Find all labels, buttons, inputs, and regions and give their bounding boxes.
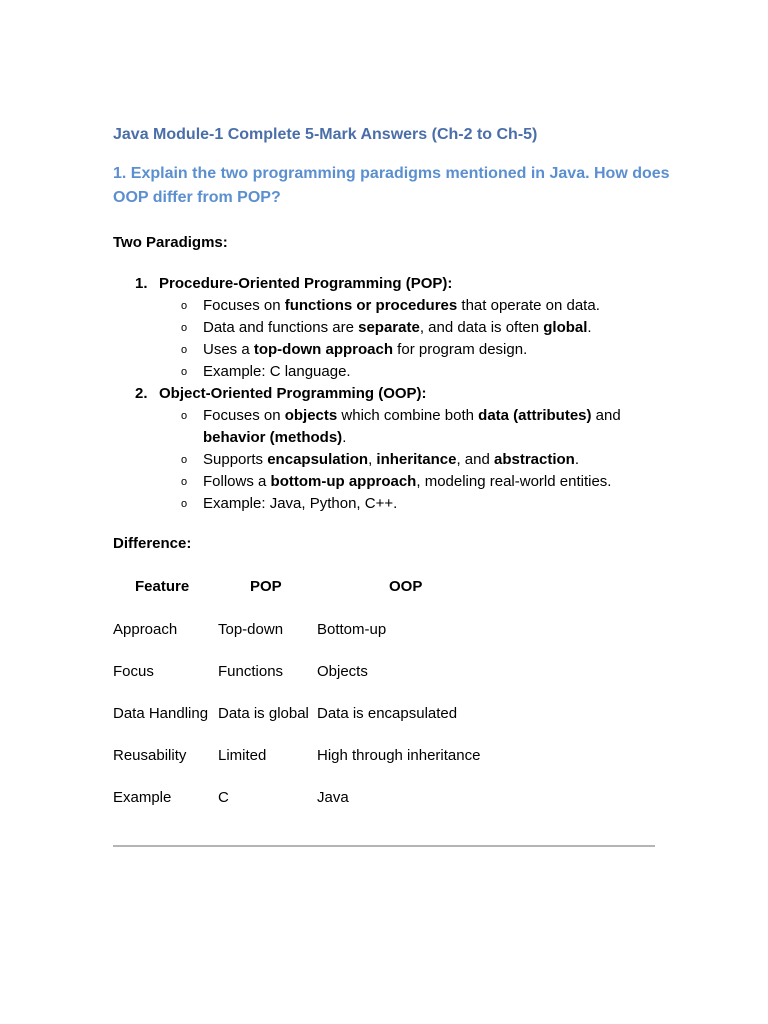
table-cell: Top-down <box>218 621 284 638</box>
table-cell: Focus <box>113 663 154 680</box>
table-cell: Bottom-up <box>317 621 387 638</box>
table-cell: C <box>218 789 229 806</box>
pop-bullet-1 <box>181 295 673 317</box>
emphasis-text: abstraction <box>493 451 575 468</box>
table-cell: Data is encapsulated <box>317 705 458 722</box>
bullet-text: Follows a bottom-up approach, modeling real-world entities. <box>203 473 612 490</box>
bullet-circle-icon: o <box>181 366 188 378</box>
bullet-circle-icon: o <box>181 300 188 312</box>
oop-number: 2. <box>135 385 148 402</box>
table-cell: Functions <box>218 663 284 680</box>
oop-title: Object-Oriented Programming (OOP): <box>159 385 427 402</box>
bullet-circle-icon: o <box>181 410 188 422</box>
oop-bullet-3 <box>181 471 673 493</box>
bullet-circle-icon: o <box>181 322 188 334</box>
oop-bullet-2 <box>181 449 673 471</box>
pop-title: Procedure-Oriented Programming (POP): <box>159 275 453 292</box>
difference-heading: Difference: <box>113 535 192 552</box>
table-header-oop: OOP <box>389 578 423 595</box>
bullet-text: Focuses on objects which combine both data (attributes) and behavior (methods). <box>203 407 621 446</box>
bullet-circle-icon: o <box>181 498 188 510</box>
table-cell: Limited <box>218 747 267 764</box>
bullet-text: Example: Java, Python, C++. <box>203 495 398 512</box>
table-cell: Java <box>317 789 349 806</box>
bullet-text: Focuses on functions or procedures that operate on data. <box>203 297 600 314</box>
table-cell: Data Handling <box>113 705 209 722</box>
pop-bullet-3 <box>181 339 673 361</box>
table-cell: High through inheritance <box>317 747 481 764</box>
emphasis-text: objects <box>284 407 338 424</box>
table-cell: Objects <box>317 663 368 680</box>
bullet-text: Supports encapsulation, inheritance, and abstraction. <box>203 451 580 468</box>
emphasis-text: bottom-up approach <box>270 473 417 490</box>
bullet-text: Example: C language. <box>203 363 351 380</box>
pop-number: 1. <box>135 275 148 292</box>
table-cell: Data is global <box>218 705 309 722</box>
bullet-circle-icon: o <box>181 476 188 488</box>
horizontal-divider <box>113 845 655 847</box>
bullet-circle-icon: o <box>181 454 188 466</box>
bullet-text: Uses a top-down approach for program design. <box>203 341 528 358</box>
emphasis-text: global <box>543 319 588 336</box>
bullet-text: Data and functions are separate, and data is often global. <box>203 319 592 336</box>
pop-bullet-2 <box>181 317 673 339</box>
table-header-feature: Feature <box>135 578 190 595</box>
emphasis-text: separate <box>358 319 420 336</box>
oop-bullet-1 <box>181 405 663 449</box>
emphasis-text: encapsulation <box>267 451 369 468</box>
emphasis-text: behavior (methods) <box>203 429 343 446</box>
emphasis-text: top-down approach <box>253 341 394 358</box>
emphasis-text: data (attributes) <box>478 407 592 424</box>
document-title: Java Module-1 Complete 5-Mark Answers (Ch-2 to Ch-5) <box>113 126 538 143</box>
question-heading: 1. Explain the two programming paradigms mentioned in Java. How does OOP differ from POP? <box>113 165 670 206</box>
table-header-pop: POP <box>250 578 282 595</box>
oop-bullet-4 <box>181 493 673 515</box>
pop-bullet-4 <box>181 361 673 383</box>
bullet-circle-icon: o <box>181 344 188 356</box>
table-cell: Approach <box>113 621 178 638</box>
emphasis-text: functions or procedures <box>284 297 458 314</box>
table-cell: Example <box>113 789 172 806</box>
paradigms-heading: Two Paradigms: <box>113 234 228 251</box>
emphasis-text: inheritance <box>376 451 457 468</box>
table-cell: Reusability <box>113 747 187 764</box>
